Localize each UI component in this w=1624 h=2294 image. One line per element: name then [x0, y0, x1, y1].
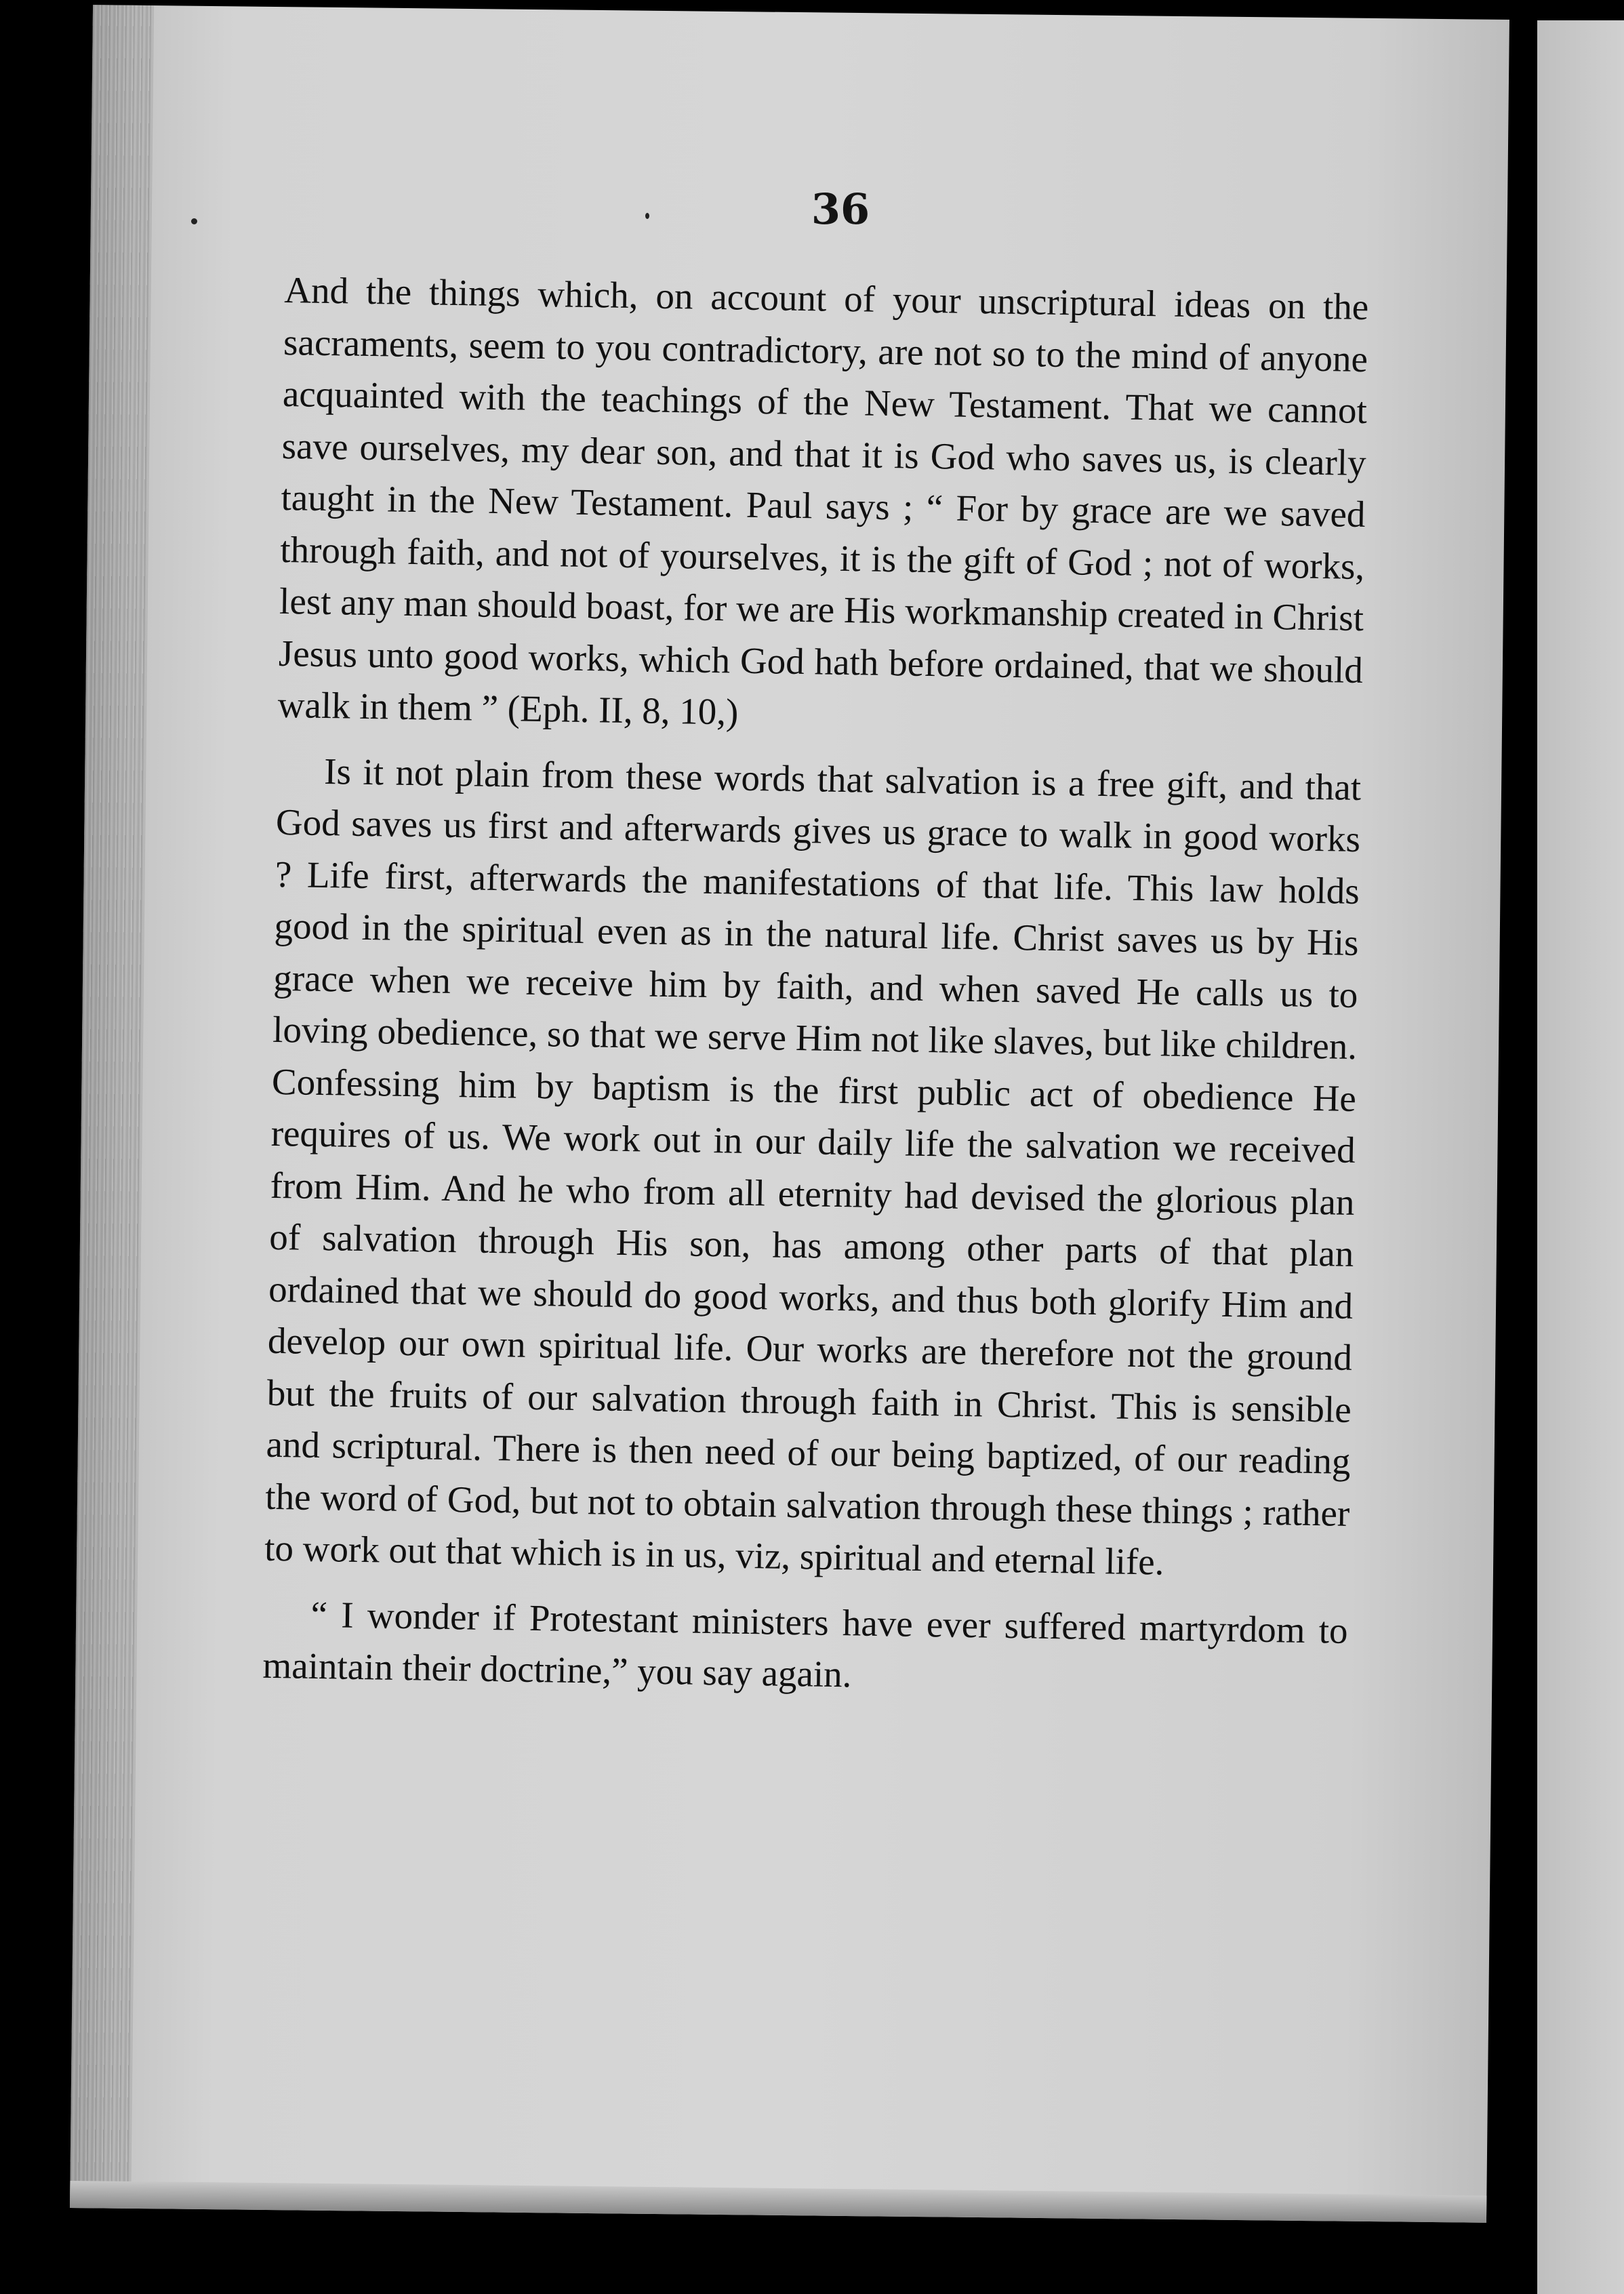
scan-speck — [645, 213, 649, 219]
page-stack-edge — [70, 5, 154, 2209]
paragraph: Is it not plain from these words that salvation is a free gift, and that God saves us first and afterwards gives us grace to walk in good works ? Life first, afterwards the manifestations of that life. This law holds good in the spiritual even as in the natural life. Christ saves us by His grace when we receive him by faith, and when saved He calls us to loving obedience, so that we serve Him not like slaves, but like children. Confessing him by baptism is the first public act of obedience He requires of us. We work out in our daily life the salvation we received from Him. And he who from all eternity had devised the glorious plan of salvation through His son, has among other parts of that plan ordained that we should do good works, and thus both glorify Him and develop our own spiritual life. Our works are therefore not the ground but the fruits of our salvation through faith in Christ. This is sensible and scriptural. There is then need of our being baptized, of our reading the word of God, but not to obtain salvation through these things ; rather to work out that which is in us, viz, spiritual and eternal life. — [264, 750, 1362, 1583]
paragraph: And the things which, on account of your unscriptural ideas on the sacraments, seem to you contradictory, are not so to the mind of anyone acquainted with the teachings of the New Testament. That we cannot save ourselves, my dear son, and that it is God who saves us, is clearly taught in the New Testament. Paul says ; “ For by grace are we saved through faith, and not of yourselves, it is the gift of God ; not of works, lest any man should boast, for we are His workmanship created in Christ Jesus unto good works, which God hath before ordained, that we should walk in them ” (Eph. II, 8, 10,) — [277, 268, 1369, 733]
body-text — [262, 264, 1369, 1708]
page-bottom-edge — [70, 2181, 1486, 2223]
paragraph: “ I wonder if Protestant ministers have ever suffered martyrdom to maintain their doctrine,” you say again. — [262, 1593, 1349, 1695]
facing-page-edge — [1537, 20, 1624, 2294]
page-number: 36 — [811, 184, 870, 234]
scan-speck — [191, 218, 197, 224]
